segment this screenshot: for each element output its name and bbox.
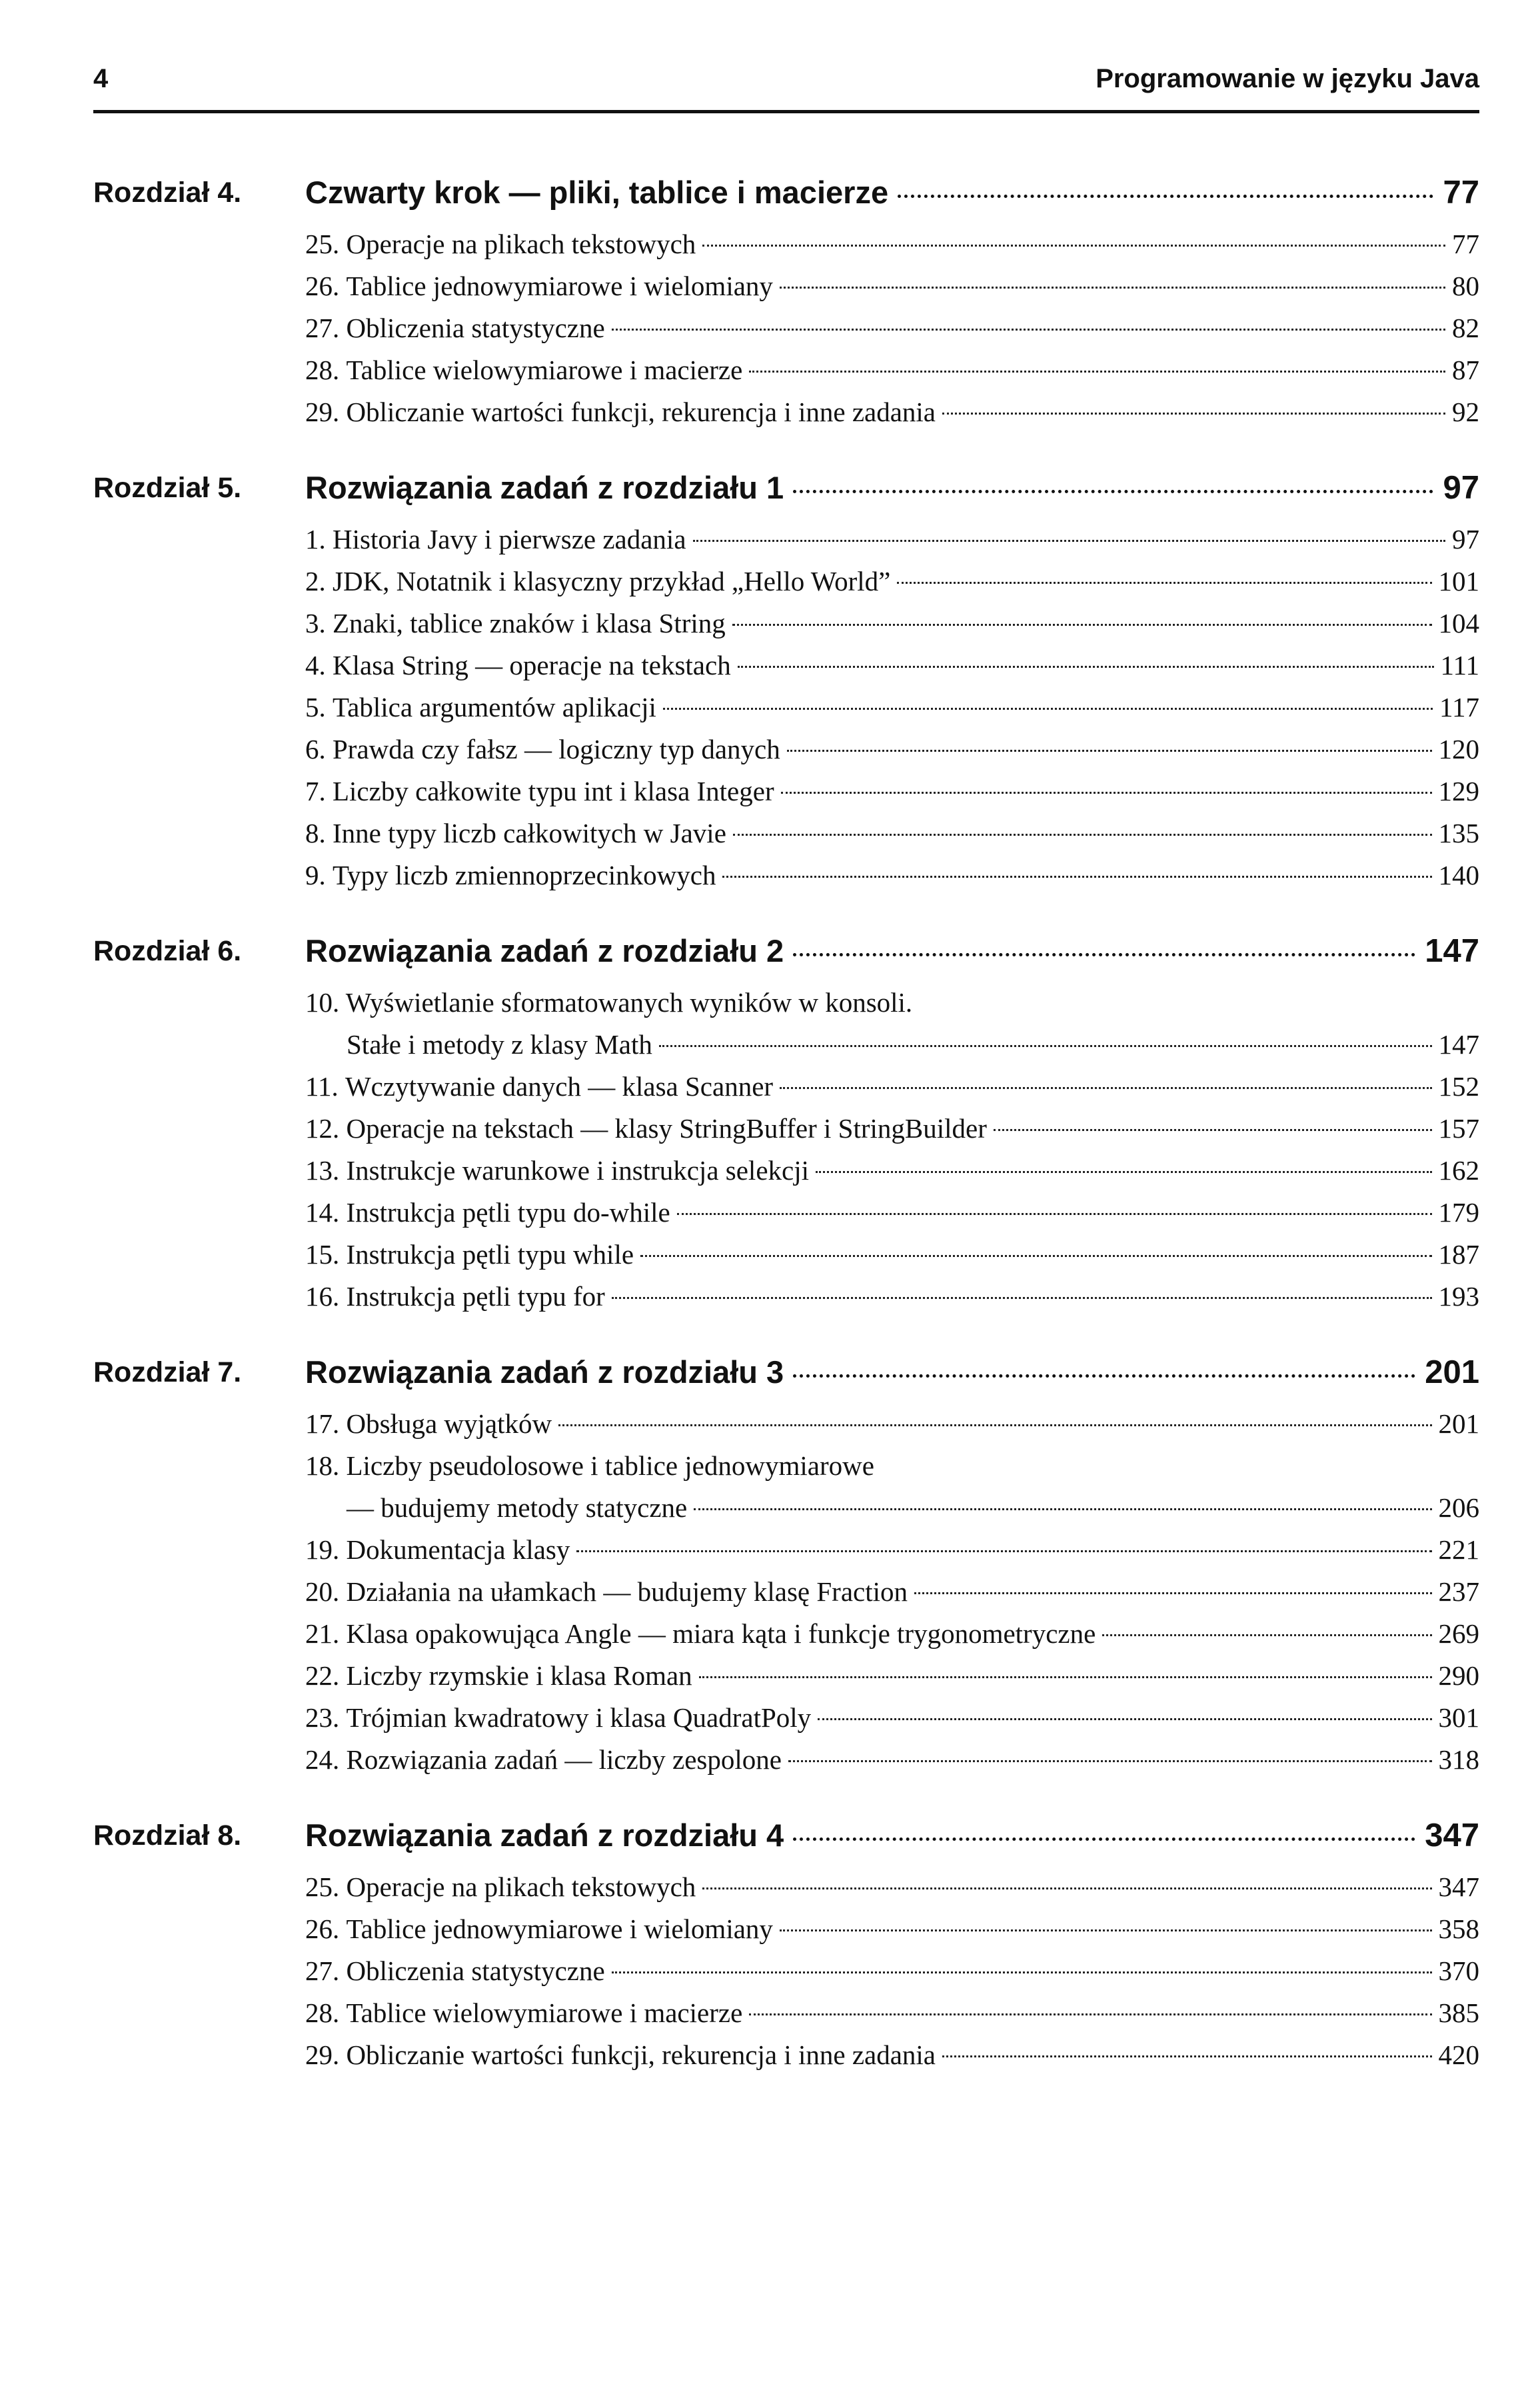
dot-leader [898, 195, 1433, 198]
entry-number: 7. [305, 776, 326, 806]
toc-entry[interactable] [305, 307, 1479, 349]
entry-title: Znaki, tablice znaków i klasa String [333, 608, 726, 638]
dot-leader [780, 1929, 1432, 1931]
entry-number: 21. [305, 1618, 340, 1649]
entry-number: 24. [305, 1744, 340, 1775]
toc-entry-first-line[interactable] [305, 1445, 1479, 1487]
entry-title: Tablice wielowymiarowe i macierze [346, 1997, 743, 2028]
entry-page-number: 162 [1438, 1155, 1479, 1186]
chapter-page-number: 147 [1425, 933, 1479, 969]
dot-leader [749, 2013, 1431, 2015]
dot-leader [781, 792, 1432, 794]
chapter-page-number: 77 [1443, 175, 1479, 211]
entry-page-number: 120 [1438, 734, 1479, 764]
entry-title: Tablica argumentów aplikacji [333, 692, 656, 722]
header-rule [93, 110, 1479, 113]
entry-page-number: 370 [1438, 1955, 1479, 1986]
toc-entry-first-line[interactable] [305, 982, 1479, 1024]
chapter-page-number: 97 [1443, 470, 1479, 506]
entry-title: Instrukcja pętli typu do-while [346, 1197, 670, 1228]
chapter-heading[interactable] [93, 1813, 1479, 1866]
toc-entry[interactable] [305, 1276, 1479, 1318]
entry-title-line1: Wyświetlanie sformatowanych wyników w konsoli. [345, 987, 913, 1018]
chapter-title: Czwarty krok — pliki, tablice i macierze [305, 175, 889, 210]
table-of-contents [93, 170, 1479, 2108]
entry-number: 28. [305, 1997, 340, 2028]
entry-page-number: 117 [1439, 692, 1479, 722]
entry-title: Historia Javy i pierwsze zadania [333, 524, 686, 555]
entry-page-number: 101 [1438, 566, 1479, 597]
entry-title: Tablice wielowymiarowe i macierze [346, 355, 743, 385]
chapter-title: Rozwiązania zadań z rozdziału 1 [305, 470, 784, 505]
entry-page-number: 179 [1438, 1197, 1479, 1228]
entry-page-number: 87 [1452, 355, 1479, 385]
entry-page-number: 193 [1438, 1281, 1479, 1312]
dot-leader [677, 1213, 1432, 1215]
entry-number: 27. [305, 313, 340, 343]
dot-leader [942, 413, 1445, 415]
entry-title: Obsługa wyjątków [346, 1408, 552, 1439]
dot-leader [612, 1297, 1432, 1299]
entry-title: Dokumentacja klasy [346, 1534, 570, 1565]
toc-entry[interactable] [305, 1066, 1479, 1108]
entry-title: Rozwiązania zadań — liczby zespolone [346, 1744, 782, 1775]
chapter-title: Rozwiązania zadań z rozdziału 4 [305, 1817, 784, 1853]
dot-leader [732, 624, 1432, 626]
chapter-title: Rozwiązania zadań z rozdziału 2 [305, 933, 784, 968]
entry-title: Instrukcja pętli typu for [346, 1281, 605, 1312]
entry-number: 26. [305, 271, 340, 301]
entry-page-number: 420 [1438, 2039, 1479, 2070]
toc-entry[interactable] [305, 1234, 1479, 1276]
chapter-section [93, 1813, 1479, 2076]
entry-title: Wczytywanie danych — klasa Scanner [345, 1071, 774, 1102]
entry-title: Klasa String — operacje na tekstach [333, 650, 731, 680]
entry-number: 11. [305, 1071, 339, 1102]
entry-number: 22. [305, 1660, 340, 1691]
running-title: Programowanie w języku Java [1096, 64, 1479, 93]
entry-title: Obliczanie wartości funkcji, rekurencja i inne zadania [346, 397, 936, 427]
entry-number: 15. [305, 1239, 340, 1270]
entry-title: Liczby całkowite typu int i klasa Integer [333, 776, 774, 806]
entry-number: 5. [305, 692, 326, 722]
entry-number: 16. [305, 1281, 340, 1312]
entry-page-number: 221 [1438, 1534, 1479, 1565]
toc-entry[interactable] [305, 602, 1479, 644]
entry-page-number: 82 [1452, 313, 1479, 343]
chapter-title-row [305, 1817, 1479, 1854]
entry-number: 17. [305, 1408, 340, 1439]
toc-entry[interactable] [305, 1403, 1479, 1445]
toc-entry[interactable] [305, 686, 1479, 728]
entry-page-number: 358 [1438, 1913, 1479, 1944]
chapter-page-number: 347 [1425, 1817, 1479, 1853]
entry-page-number: 77 [1452, 229, 1479, 259]
entry-title: Trójmian kwadratowy i klasa QuadratPoly [346, 1702, 812, 1733]
chapter-section [93, 1350, 1479, 1781]
page-header [93, 64, 1479, 111]
toc-entry[interactable] [305, 1150, 1479, 1192]
entry-page-number: 301 [1438, 1702, 1479, 1733]
toc-entry[interactable] [305, 1655, 1479, 1697]
entry-number: 6. [305, 734, 326, 764]
entry-number: 4. [305, 650, 326, 680]
entry-page-number: 97 [1452, 524, 1479, 555]
entry-number: 29. [305, 397, 340, 427]
entry-number: 23. [305, 1702, 340, 1733]
dot-leader [942, 2055, 1431, 2057]
entry-number: 28. [305, 355, 340, 385]
entry-number: 18. [305, 1450, 340, 1481]
chapter-heading[interactable] [93, 1350, 1479, 1403]
entry-page-number: 152 [1438, 1071, 1479, 1102]
dot-leader [788, 1760, 1432, 1762]
toc-entry[interactable] [305, 1950, 1479, 1992]
dot-leader [558, 1424, 1431, 1426]
dot-leader [818, 1718, 1431, 1720]
toc-entry[interactable] [305, 391, 1479, 433]
entry-number: 1. [305, 524, 326, 555]
toc-entry[interactable] [305, 1866, 1479, 1908]
toc-entry[interactable] [305, 265, 1479, 307]
entry-page-number: 147 [1438, 1029, 1479, 1060]
toc-entry[interactable] [305, 1487, 1479, 1529]
dot-leader [793, 953, 1415, 956]
toc-entry[interactable] [305, 1571, 1479, 1613]
entry-title: Operacje na plikach tekstowych [346, 1871, 696, 1902]
dot-leader [914, 1592, 1431, 1594]
entry-number: 27. [305, 1955, 340, 1986]
entry-title: Inne typy liczb całkowitych w Javie [333, 818, 726, 848]
toc-entry[interactable] [305, 1992, 1479, 2034]
chapter-label: Rozdział 4. [93, 177, 242, 209]
toc-entry[interactable] [305, 1529, 1479, 1571]
entry-title-line1: Liczby pseudolosowe i tablice jednowymiarowe [346, 1450, 874, 1481]
entry-title: Liczby rzymskie i klasa Roman [346, 1660, 692, 1691]
chapter-page-number: 201 [1425, 1354, 1479, 1390]
dot-leader [612, 329, 1445, 331]
entry-title: Instrukcja pętli typu while [346, 1239, 634, 1270]
entry-title: Instrukcje warunkowe i instrukcja selekcji [346, 1155, 809, 1186]
chapter-label: Rozdział 8. [93, 1819, 242, 1851]
entry-number: 12. [305, 1113, 340, 1144]
entry-page-number: 135 [1438, 818, 1479, 848]
chapter-heading[interactable] [93, 465, 1479, 519]
chapter-label: Rozdział 5. [93, 472, 242, 504]
chapter-title-row [305, 174, 1479, 211]
chapter-title: Rozwiązania zadań z rozdziału 3 [305, 1354, 784, 1390]
entry-page-number: 187 [1438, 1239, 1479, 1270]
chapter-title-row [305, 932, 1479, 970]
dot-leader [702, 245, 1445, 247]
chapter-section [93, 170, 1479, 433]
dot-leader [702, 1887, 1431, 1889]
page-number: 4 [93, 64, 109, 93]
entry-title: Tablice jednowymiarowe i wielomiany [346, 1913, 773, 1944]
toc-entry[interactable] [305, 1697, 1479, 1739]
toc-entry[interactable] [305, 1108, 1479, 1150]
dot-leader [722, 876, 1431, 878]
entry-number: 20. [305, 1576, 340, 1607]
entry-number: 26. [305, 1913, 340, 1944]
chapter-section [93, 928, 1479, 1318]
entry-title: Obliczenia statystyczne [346, 313, 605, 343]
toc-entry[interactable] [305, 1739, 1479, 1781]
toc-entry[interactable] [305, 644, 1479, 686]
entry-page-number: 201 [1438, 1408, 1479, 1439]
entry-title: Operacje na plikach tekstowych [346, 229, 696, 259]
toc-entry[interactable] [305, 812, 1479, 854]
toc-entry[interactable] [305, 1908, 1479, 1950]
toc-entry[interactable] [305, 728, 1479, 770]
entry-number: 14. [305, 1197, 340, 1228]
dot-leader [793, 1374, 1415, 1378]
toc-entry[interactable] [305, 2034, 1479, 2076]
entry-page-number: 237 [1438, 1576, 1479, 1607]
dot-leader [787, 750, 1432, 752]
entry-page-number: 129 [1438, 776, 1479, 806]
entry-page-number: 92 [1452, 397, 1479, 427]
chapter-label: Rozdział 6. [93, 935, 242, 967]
entry-number: 29. [305, 2039, 340, 2070]
dot-leader [663, 708, 1433, 710]
toc-entry[interactable] [305, 854, 1479, 896]
entry-page-number: 206 [1438, 1492, 1479, 1523]
dot-leader [693, 540, 1445, 542]
dot-leader [780, 1087, 1431, 1089]
entry-title: Obliczanie wartości funkcji, rekurencja i inne zadania [346, 2039, 936, 2070]
dot-leader [699, 1676, 1432, 1678]
entry-title: JDK, Notatnik i klasyczny przykład „Hello World” [333, 566, 891, 597]
dot-leader [780, 287, 1445, 289]
entry-title: Obliczenia statystyczne [346, 1955, 605, 1986]
entry-page-number: 140 [1438, 860, 1479, 890]
entry-title: Działania na ułamkach — budujemy klasę Fraction [346, 1576, 908, 1607]
chapter-label: Rozdział 7. [93, 1356, 242, 1388]
entry-page-number: 347 [1438, 1871, 1479, 1902]
dot-leader [994, 1129, 1432, 1131]
dot-leader [738, 666, 1434, 668]
entry-page-number: 318 [1438, 1744, 1479, 1775]
chapter-heading[interactable] [93, 928, 1479, 982]
entry-number: 19. [305, 1534, 340, 1565]
entry-title: Klasa opakowująca Angle — miara kąta i funkcje trygonometryczne [346, 1618, 1096, 1649]
toc-entry[interactable] [305, 223, 1479, 265]
dot-leader [694, 1508, 1431, 1510]
entry-page-number: 111 [1440, 650, 1479, 680]
toc-entry[interactable] [305, 1613, 1479, 1655]
entry-number: 8. [305, 818, 326, 848]
dot-leader [793, 1837, 1415, 1841]
chapter-title-row [305, 1354, 1479, 1391]
entry-title: Prawda czy fałsz — logiczny typ danych [333, 734, 780, 764]
chapter-section [93, 465, 1479, 896]
entry-number: 2. [305, 566, 326, 597]
entry-number: 3. [305, 608, 326, 638]
entry-title: — budujemy metody statyczne [347, 1492, 688, 1523]
toc-entry[interactable] [305, 770, 1479, 812]
entry-title: Operacje na tekstach — klasy StringBuffer i StringBuilder [346, 1113, 987, 1144]
dot-leader [816, 1171, 1432, 1173]
entry-page-number: 157 [1438, 1113, 1479, 1144]
dot-leader [576, 1550, 1431, 1552]
dot-leader [749, 371, 1445, 373]
entry-number: 25. [305, 1871, 340, 1902]
toc-entry[interactable] [305, 561, 1479, 602]
chapter-title-row [305, 469, 1479, 507]
entry-page-number: 104 [1438, 608, 1479, 638]
dot-leader [640, 1255, 1431, 1257]
entry-page-number: 290 [1438, 1660, 1479, 1691]
toc-entry[interactable] [305, 349, 1479, 391]
dot-leader [1102, 1634, 1431, 1636]
dot-leader [612, 1971, 1432, 1973]
entry-title: Typy liczb zmiennoprzecinkowych [333, 860, 716, 890]
dot-leader [733, 834, 1432, 836]
dot-leader [897, 582, 1431, 584]
dot-leader [659, 1045, 1432, 1047]
entry-page-number: 80 [1452, 271, 1479, 301]
dot-leader [793, 490, 1433, 493]
entry-number: 25. [305, 229, 340, 259]
chapter-heading[interactable] [93, 170, 1479, 223]
entry-page-number: 385 [1438, 1997, 1479, 2028]
toc-entry[interactable] [305, 519, 1479, 561]
entry-title: Tablice jednowymiarowe i wielomiany [346, 271, 773, 301]
entry-number: 9. [305, 860, 326, 890]
entry-number: 10. [305, 987, 340, 1018]
toc-entry[interactable] [305, 1024, 1479, 1066]
entry-number: 13. [305, 1155, 340, 1186]
entry-page-number: 269 [1438, 1618, 1479, 1649]
toc-entry[interactable] [305, 1192, 1479, 1234]
entry-title: Stałe i metody z klasy Math [347, 1029, 652, 1060]
